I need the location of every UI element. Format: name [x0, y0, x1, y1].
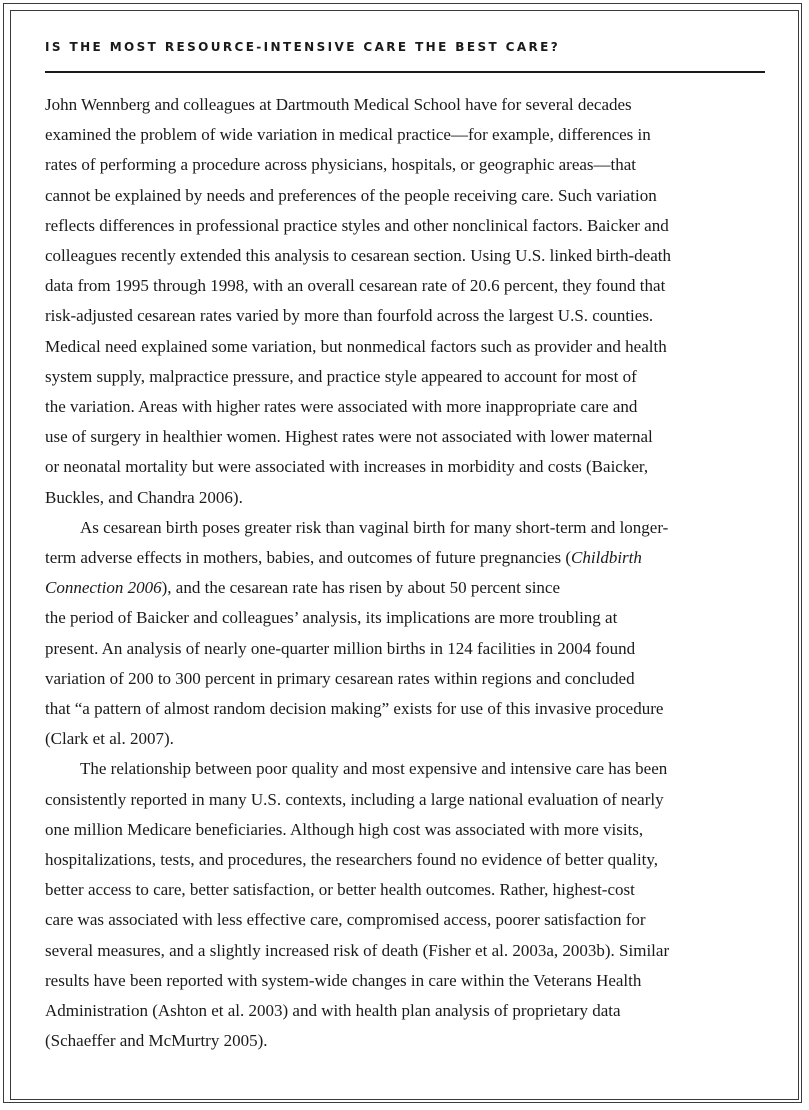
sidebar-heading: IS THE MOST RESOURCE-INTENSIVE CARE THE BEST CARE? — [45, 40, 561, 54]
text-line: care was associated with less effective care, compromised access, poorer satisfaction for — [45, 910, 646, 930]
text-line: risk-adjusted cesarean rates varied by more than fourfold across the largest U.S. counties. — [45, 306, 654, 326]
text-line: consistently reported in many U.S. contexts, including a large national evaluation of nearly — [45, 789, 664, 809]
text-line: that “a pattern of almost random decision making” exists for use of this invasive procedure — [45, 699, 664, 719]
text-run: term adverse effects in mothers, babies, and outcomes of future pregnancies ( — [45, 548, 572, 568]
sidebar-body — [45, 90, 765, 1057]
text-line: John Wennberg and colleagues at Dartmouth Medical School have for several decades — [45, 95, 632, 114]
text-line: better access to care, better satisfaction, or better health outcomes. Rather, highest-cost — [45, 880, 635, 900]
text-line — [45, 543, 765, 573]
text-line: one million Medicare beneficiaries. Although high cost was associated with more visits, — [45, 819, 644, 839]
text-line: system supply, malpractice pressure, and practice style appeared to account for most of — [45, 366, 637, 386]
citation-italic: Childbirth — [571, 548, 642, 568]
text-line: variation of 200 to 300 percent in primary cesarean rates within regions and concluded — [45, 668, 635, 688]
text-line: rates of performing a procedure across physicians, hospitals, or geographic areas—that — [45, 155, 637, 175]
text-line: the period of Baicker and colleagues’ analysis, its implications are more troubling at — [45, 608, 618, 628]
paragraph-1 — [45, 90, 765, 513]
text-line: reflects differences in professional practice styles and other nonclinical factors. Baicker and — [45, 215, 669, 235]
text-line — [45, 573, 765, 603]
text-line: use of surgery in healthier women. Highest rates were not associated with lower maternal — [45, 427, 653, 447]
heading-rule — [45, 71, 765, 73]
citation-italic: Connection 2006 — [45, 578, 162, 598]
paragraph-3 — [45, 754, 765, 1056]
text-line: (Schaeffer and McMurtry 2005). — [45, 1031, 268, 1051]
text-line: Buckles, and Chandra 2006). — [45, 487, 243, 507]
text-line: results have been reported with system-wide changes in care within the Veterans Health — [45, 970, 642, 990]
text-line: The relationship between poor quality and most expensive and intensive care has been — [80, 759, 668, 779]
text-line: present. An analysis of nearly one-quarter million births in 124 facilities in 2004 found — [45, 638, 636, 658]
text-line: examined the problem of wide variation in medical practice—for example, differences in — [45, 125, 651, 145]
text-line: hospitalizations, tests, and procedures, the researchers found no evidence of better quality, — [45, 850, 659, 870]
text-line: As cesarean birth poses greater risk than vaginal birth for many short-term and longer- — [80, 517, 669, 537]
text-line: cannot be explained by needs and preferences of the people receiving care. Such variation — [45, 185, 657, 205]
text-run: ), and the cesarean rate has risen by about 50 percent since — [161, 578, 561, 598]
text-line: (Clark et al. 2007). — [45, 729, 174, 749]
text-line: or neonatal mortality but were associated with increases in morbidity and costs (Baicker, — [45, 457, 649, 477]
text-line: several measures, and a slightly increased risk of death (Fisher et al. 2003a, 2003b). Similar — [45, 940, 670, 960]
text-line: Medical need explained some variation, but nonmedical factors such as provider and health — [45, 336, 667, 356]
text-line: data from 1995 through 1998, with an overall cesarean rate of 20.6 percent, they found that — [45, 276, 666, 296]
text-line: colleagues recently extended this analysis to cesarean section. Using U.S. linked birth-death — [45, 246, 671, 266]
paragraph-2 — [45, 513, 765, 755]
text-line: Administration (Ashton et al. 2003) and with health plan analysis of proprietary data — [45, 1001, 621, 1021]
text-line: the variation. Areas with higher rates were associated with more inappropriate care and — [45, 397, 638, 417]
